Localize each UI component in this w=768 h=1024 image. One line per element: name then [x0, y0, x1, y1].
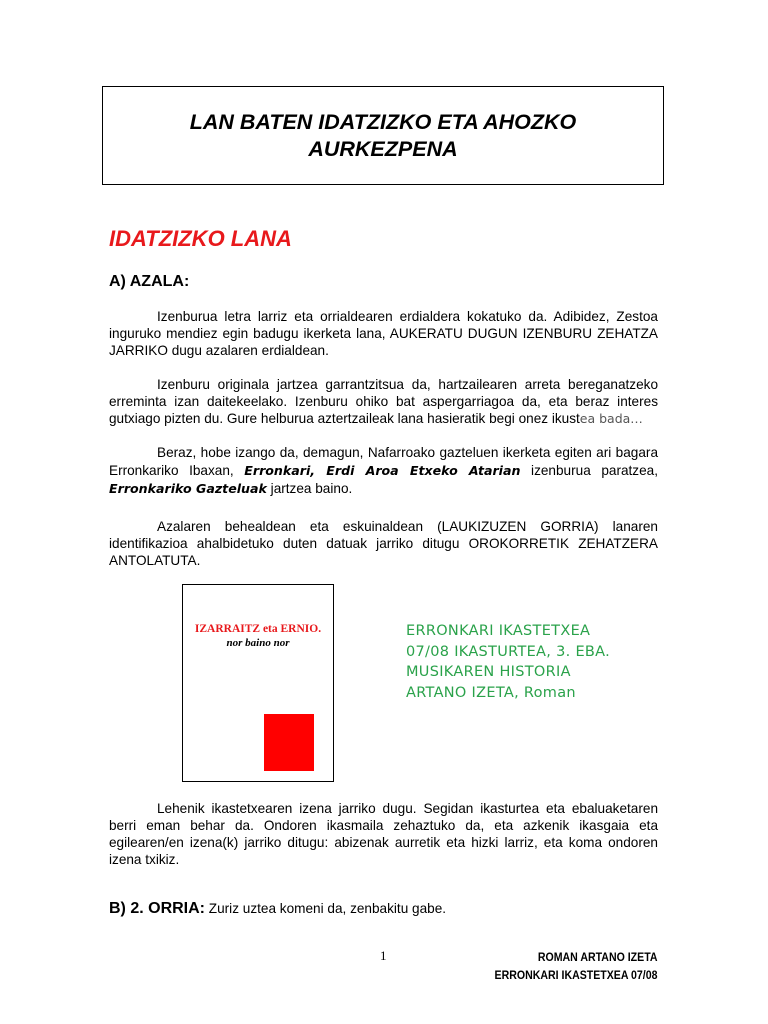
orria-line [109, 900, 446, 918]
school-line-3: MUSIKAREN HISTORIA [406, 664, 571, 680]
paragraph-2 [109, 376, 658, 427]
red-rectangle [264, 714, 314, 771]
paragraph-1-text: Izenburua letra larriz eta orrialdearen erdialdera kokatuko da. Adibidez, Zestoa inguruko mendiez egin badugu ikerketa lana, AUKERATU DUGUN IZENBURU ZEHATZA JARRIKO dugu azalaren erdialdean. [109, 309, 658, 358]
sub-heading-azala: A) AZALA: [109, 273, 190, 290]
school-identification-block [406, 621, 610, 703]
paragraph-2-faded-text: ea bada… [579, 411, 643, 426]
footer [495, 948, 658, 984]
footer-author: ROMAN ARTANO IZETA [538, 950, 658, 964]
paragraph-3-example-title-2: Erronkariko Gazteluak [109, 481, 267, 496]
cover-example [182, 584, 334, 782]
paragraph-3-example-title: Erronkari, Erdi Aroa Etxeko Atarian [244, 463, 521, 478]
paragraph-3 [109, 444, 658, 498]
paragraph-3-mid: izenburua paratzea, [531, 463, 658, 478]
footer-school: ERRONKARI IKASTETXEA 07/08 [495, 968, 658, 982]
orria-label: B) 2. ORRIA: [109, 900, 205, 917]
section-heading: IDATZIZKO LANA [109, 226, 292, 251]
school-line-1: ERRONKARI IKASTETXEA [406, 623, 591, 639]
paragraph-5-text: Lehenik ikastetxearen izena jarriko dugu. Segidan ikasturtea eta ebaluaketaren berri eman behar da. Ondoren ikasmaila zehaztuko da, eta azkenik ikasgaia eta egilearen/en izena(k) jarriko ditugu: abizenak aurretik eta hizki larriz, eta koma ondoren izena txikiz. [109, 801, 658, 867]
school-line-2: 07/08 IKASTURTEA, 3. EBA. [406, 643, 611, 660]
cover-title: IZARRAITZ eta ERNIO. [194, 623, 322, 635]
paragraph-1 [109, 308, 658, 359]
cover-subtitle: nor baino nor [226, 637, 290, 649]
paragraph-3-end: jartzea baino. [270, 481, 353, 496]
document-title-box [102, 86, 664, 185]
document-title-line-1: LAN BATEN IDATZIZKO ETA AHOZKO [189, 109, 577, 134]
paragraph-2-text: Izenburu originala jartzea garrantzitsua da, hartzailearen arreta bereganatzeko erreminta izan daitekeelako. Izenburu ohiko bat aspergarriagoa da, eta beraz interes gutxiago pizten du. Gure helburua aztertzaileak lana hasieratik begi onez ikust [109, 377, 658, 426]
document-title-line-2: AURKEZPENA [308, 136, 458, 161]
paragraph-4-text: Azalaren behealdean eta eskuinaldean (LAUKIZUZEN GORRIA) lanaren identifikazioa ahalbidetuko duten datuak jarriko ditugu OROKORRETIK ZEHATZERA ANTOLATUTA. [109, 519, 658, 568]
school-line-4: ARTANO IZETA, Roman [406, 684, 576, 701]
paragraph-4 [109, 518, 658, 569]
paragraph-5 [109, 800, 658, 868]
orria-text: Zuriz uztea komeni da, zenbakitu gabe. [208, 901, 447, 916]
page-number: 1 [380, 948, 387, 963]
paragraph-3-start: Beraz, hobe izango da, demagun, Nafarroako gazteluen ikerketa egiten ari bagara Erronkariko Ibaxan, [109, 445, 658, 478]
